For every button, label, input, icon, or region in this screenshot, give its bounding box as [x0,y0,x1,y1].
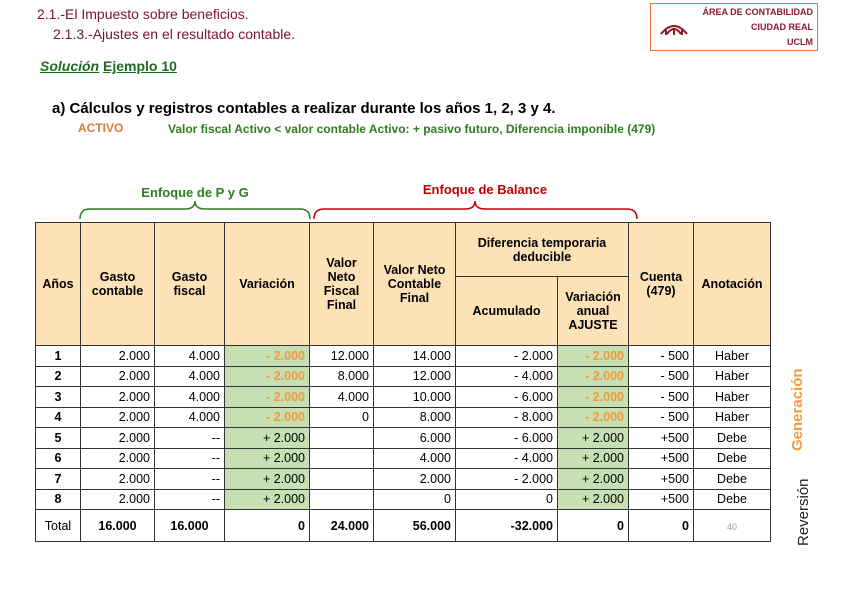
total-acumulado: -32.000 [456,510,558,542]
table-row [36,407,771,428]
total-variacion: 0 [225,510,310,542]
cell-gasto-contable: 2.000 [81,346,155,367]
cell-vncf: 10.000 [374,387,456,408]
cell-ano: 2 [36,366,81,387]
header-variacion: Variación [225,223,310,346]
logo-line-3: UCLM [787,37,813,47]
cell-vnff [310,469,374,490]
cell-acumulado: - 2.000 [456,469,558,490]
cell-gasto-fiscal: -- [155,469,225,490]
example-name: Ejemplo 10 [103,58,177,74]
cell-cuenta: - 500 [629,366,694,387]
cell-gasto-fiscal: -- [155,489,225,510]
cell-vncf: 4.000 [374,448,456,469]
header-anos: Años [36,223,81,346]
pyg-approach-label: Enfoque de P y G [141,185,249,200]
cell-variacion-anual: + 2.000 [558,428,629,449]
header-anotacion: Anotación [694,223,771,346]
page-number: 40 [726,521,737,532]
cell-vnff [310,428,374,449]
cell-anotacion: Debe [694,469,771,490]
cell-anotacion: Debe [694,489,771,510]
cell-cuenta: +500 [629,428,694,449]
total-gasto-fiscal: 16.000 [155,510,225,542]
cell-ano: 1 [36,346,81,367]
cell-gasto-contable: 2.000 [81,387,155,408]
cell-acumulado: - 2.000 [456,346,558,367]
cell-variacion: - 2.000 [225,407,310,428]
header-variacion-anual [558,277,629,346]
cell-variacion: + 2.000 [225,448,310,469]
total-vncf: 56.000 [374,510,456,542]
subsection-title: 2.1.3.-Ajustes en el resultado contable. [53,26,296,42]
cell-variacion: + 2.000 [225,489,310,510]
table-body [36,346,771,542]
cell-gasto-fiscal: -- [155,428,225,449]
cell-acumulado: - 6.000 [456,428,558,449]
cell-variacion-anual: + 2.000 [558,489,629,510]
cell-variacion: - 2.000 [225,346,310,367]
cell-ano: 3 [36,387,81,408]
activo-description: Valor fiscal Activo < valor contable Activo: + pasivo futuro, Diferencia imponible (479) [168,122,656,136]
cell-anotacion: Haber [694,366,771,387]
cell-variacion: + 2.000 [225,428,310,449]
header-acumulado: Acumulado [456,277,558,346]
total-ano: Total [36,510,81,542]
cell-gasto-contable: 2.000 [81,407,155,428]
cell-vnff: 12.000 [310,346,374,367]
cell-anotacion: Haber [694,346,771,367]
table-row [36,448,771,469]
cell-acumulado: 0 [456,489,558,510]
balance-brace [314,201,637,219]
table-row [36,469,771,490]
cell-vnff: 8.000 [310,366,374,387]
cell-cuenta: +500 [629,448,694,469]
cell-cuenta: +500 [629,469,694,490]
cell-gasto-fiscal: 4.000 [155,366,225,387]
generacion-label-box [789,356,815,451]
header-variacion-anual-label: Variación anual [565,290,621,318]
cell-vncf: 8.000 [374,407,456,428]
reversion-label: Reversión [795,478,812,546]
cell-vncf: 6.000 [374,428,456,449]
cell-vncf: 14.000 [374,346,456,367]
section-heading: a) Cálculos y registros contables a realizar durante los años 1, 2, 3 y 4. [52,100,556,117]
cell-variacion-anual: - 2.000 [558,407,629,428]
total-vnff: 24.000 [310,510,374,542]
cell-cuenta: - 500 [629,387,694,408]
cell-acumulado: - 8.000 [456,407,558,428]
cell-anotacion: Haber [694,407,771,428]
total-row [36,510,771,542]
braces [0,0,848,230]
cell-gasto-contable: 2.000 [81,366,155,387]
generacion-label: Generación [789,368,806,451]
cell-acumulado: - 4.000 [456,448,558,469]
cell-gasto-fiscal: 4.000 [155,407,225,428]
header-cuenta: Cuenta (479) [629,223,694,346]
solution-word: Solución [40,58,100,74]
cell-ano: 5 [36,428,81,449]
cell-ano: 6 [36,448,81,469]
activo-label: ACTIVO [78,121,124,135]
cell-gasto-contable: 2.000 [81,469,155,490]
balance-approach-label: Enfoque de Balance [422,182,548,197]
cell-gasto-fiscal: 4.000 [155,387,225,408]
logo-line-1: ÁREA DE CONTABILIDAD [702,7,813,17]
cell-variacion-anual: + 2.000 [558,448,629,469]
cell-anotacion: Debe [694,428,771,449]
cell-variacion: + 2.000 [225,469,310,490]
pyg-brace [80,201,310,219]
table-row [36,346,771,367]
cell-vncf: 2.000 [374,469,456,490]
cell-variacion: - 2.000 [225,387,310,408]
cell-anotacion: Haber [694,387,771,408]
header-vnff: Valor Neto Fiscal Final [310,223,374,346]
cell-variacion: - 2.000 [225,366,310,387]
cell-cuenta: - 500 [629,407,694,428]
logo-line-2: CIUDAD REAL [751,22,813,32]
cell-ano: 8 [36,489,81,510]
header-gasto-contable: Gasto contable [81,223,155,346]
cell-vnff: 0 [310,407,374,428]
cell-vncf: 12.000 [374,366,456,387]
total-cuenta: 0 [629,510,694,542]
header-diferencia: Diferencia temporaria deducible [456,223,629,277]
cell-cuenta: - 500 [629,346,694,367]
cell-acumulado: - 4.000 [456,366,558,387]
table-row [36,366,771,387]
table-row [36,428,771,449]
table-row [36,387,771,408]
cell-anotacion: Debe [694,448,771,469]
cell-gasto-contable: 2.000 [81,428,155,449]
reversion-label-box [795,456,821,546]
header-gasto-fiscal: Gasto fiscal [155,223,225,346]
cell-gasto-contable: 2.000 [81,489,155,510]
table-row [36,489,771,510]
cell-vncf: 0 [374,489,456,510]
cell-variacion-anual: - 2.000 [558,366,629,387]
section-title: 2.1.-El Impuesto sobre beneficios. [37,6,249,22]
cell-ano: 7 [36,469,81,490]
header-vncf: Valor Neto Contable Final [374,223,456,346]
cell-variacion-anual: + 2.000 [558,469,629,490]
page-number-cell [694,510,771,542]
calculation-table [35,222,771,542]
header-ajuste: AJUSTE [568,318,618,332]
cell-acumulado: - 6.000 [456,387,558,408]
cell-variacion-anual: - 2.000 [558,387,629,408]
cell-variacion-anual: - 2.000 [558,346,629,367]
cell-ano: 4 [36,407,81,428]
cell-vnff [310,448,374,469]
total-gasto-contable: 16.000 [81,510,155,542]
cell-cuenta: +500 [629,489,694,510]
cell-vnff: 4.000 [310,387,374,408]
cell-vnff [310,489,374,510]
cell-gasto-fiscal: 4.000 [155,346,225,367]
total-variacion-anual: 0 [558,510,629,542]
cell-gasto-fiscal: -- [155,448,225,469]
cell-gasto-contable: 2.000 [81,448,155,469]
